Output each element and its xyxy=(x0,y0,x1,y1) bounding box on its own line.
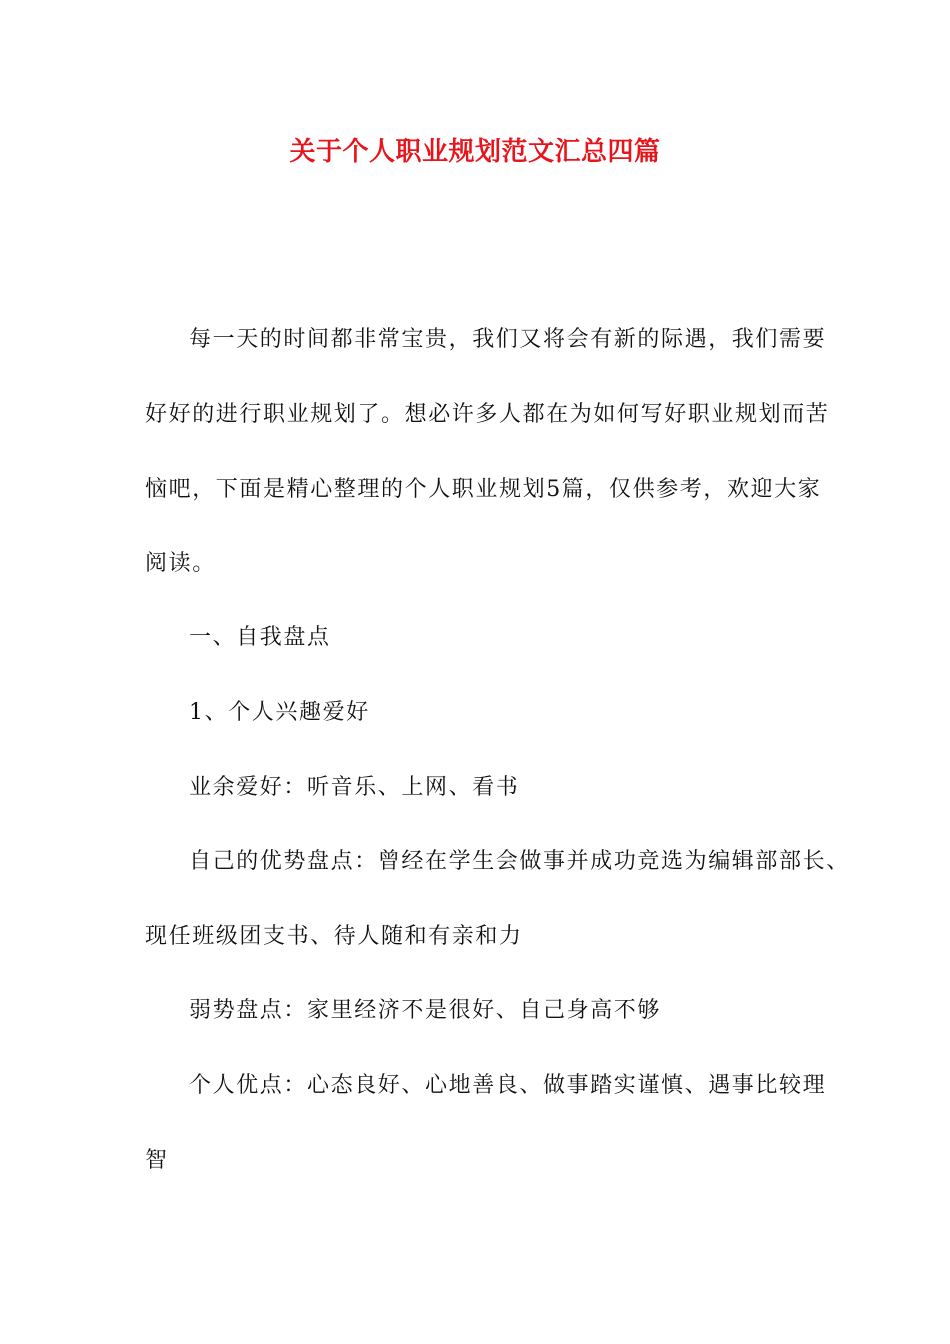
paragraph-line: 个人优点：心态良好、心地善良、做事踏实谨慎、遇事比较理 xyxy=(189,1073,827,1098)
paragraph-line: 恼吧，下面是精心整理的个人职业规划5篇，仅供参考，欢迎大家 xyxy=(145,477,822,502)
section-heading: 一、自我盘点 xyxy=(189,625,331,650)
paragraph-line: 智 xyxy=(145,1148,169,1173)
paragraph-line: 好好的进行职业规划了。想必许多人都在为如何写好职业规划而苦 xyxy=(145,402,830,427)
document-title: 关于个人职业规划范文汇总四篇 xyxy=(289,137,661,167)
paragraph-line: 每一天的时间都非常宝贵，我们又将会有新的际遇，我们需要 xyxy=(189,327,827,352)
paragraph-line: 阅读。 xyxy=(145,551,216,576)
paragraph-line: 业余爱好：听音乐、上网、看书 xyxy=(189,775,520,800)
subsection-heading: 1、个人兴趣爱好 xyxy=(189,700,370,725)
paragraph-line: 自己的优势盘点：曾经在学生会做事并成功竞选为编辑部部长、 xyxy=(189,849,850,874)
paragraph-line: 弱势盘点：家里经济不是很好、自己身高不够 xyxy=(189,998,662,1023)
paragraph-line: 现任班级团支书、待人随和有亲和力 xyxy=(145,924,523,949)
